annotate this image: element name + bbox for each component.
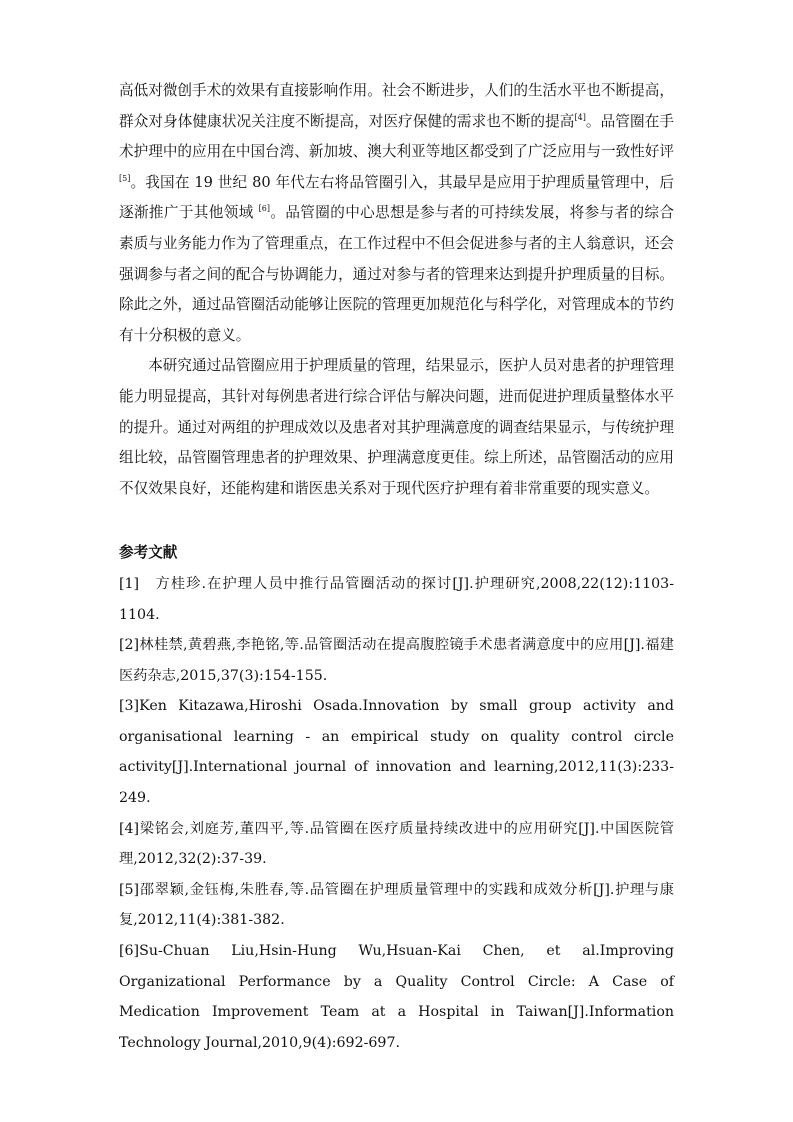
reference-item: [5]邵翠颖,金钰梅,朱胜春,等.品管圈在护理质量管理中的实践和成效分析[J].护理与康复,2012,11(4):381-382. — [119, 881, 674, 929]
citation-marker: [6] — [258, 204, 271, 214]
reference-item: [4]梁铭会,刘庭芳,董四平,等.品管圈在医疗质量持续改进中的应用研究[J].中国医院管理,2012,32(2):37-39. — [119, 820, 674, 868]
citation-marker: [4] — [574, 112, 586, 122]
paragraph-text: 高低对微创手术的效果有直接影响作用。社会不断进步，人们的生活水平也不断提高，群众对身体健康状况关注度不断提高，对医疗保健的需求也不断的提高 — [119, 82, 674, 130]
body-paragraph-2: 本研究通过品管圈应用于护理质量的管理，结果显示，医护人员对患者的护理管理能力明显提高，其针对每例患者进行综合评估与解决问题，进而促进护理质量整体水平的提升。通过对两组的护理成效以及患者对其护理满意度的调查结果显示，与传统护理组比较，品管圈管理患者的护理效果、护理满意度更佳。综上所述，品管圈活动的应用不仅效果良好，还能构建和谐医患关系对于现代医疗护理有着非常重要的现实意义。 — [119, 357, 674, 497]
reference-item: [3]Ken Kitazawa,Hiroshi Osada.Innovation by small group activity and organisational learning - an empirical study on quality control circle activity[J].International journal of innovation and learning,2012,11(3):233-249. — [119, 698, 674, 807]
paragraph-text: 。品管圈的中心思想是参与者的可持续发展，将参与者的综合素质与业务能力作为了管理重点，在工作过程中不但会促进参与者的主人翁意识，还会强调参与者之间的配合与协调能力，通过对参与者的管理来达到提升护理质量的目标。除此之外，通过品管圈活动能够让医院的管理更加规范化与科学化，对管理成本的节约有十分积极的意义。 — [119, 204, 674, 344]
reference-item: [6]Su-Chuan Liu,Hsin-Hung Wu,Hsuan-Kai Chen, et al.Improving Organizational Performance by a Quality Control Circle: A Case of Medication Improvement Team at a Hospital in Taiwan[J].Information Technology Journal,2010,9(4):692-697. — [119, 943, 674, 1051]
reference-item: [1] 方桂珍.在护理人员中推行品管圈活动的探讨[J].护理研究,2008,22(12):1103-1104. — [119, 575, 674, 623]
references-heading: 参考文献 — [119, 544, 178, 562]
paragraph-text: 。品管圈在手术护理中的应用在中国台湾、新加坡、澳大利亚等地区都受到了广泛应用与一致性好评 — [119, 112, 674, 161]
paragraph-text: 。我国在 19 世纪 80 年代左右将品管圈引入，其最早是应用于护理质量管理中，后逐渐推广于其他领域 — [119, 173, 674, 222]
body-paragraph-1 — [119, 76, 674, 351]
citation-marker: [5] — [119, 173, 131, 183]
document-page — [119, 76, 674, 1058]
reference-item: [2]林桂禁,黄碧燕,李艳铭,等.品管圈活动在提高腹腔镜手术患者满意度中的应用[J].福建医药杂志,2015,37(3):154-155. — [119, 637, 674, 684]
